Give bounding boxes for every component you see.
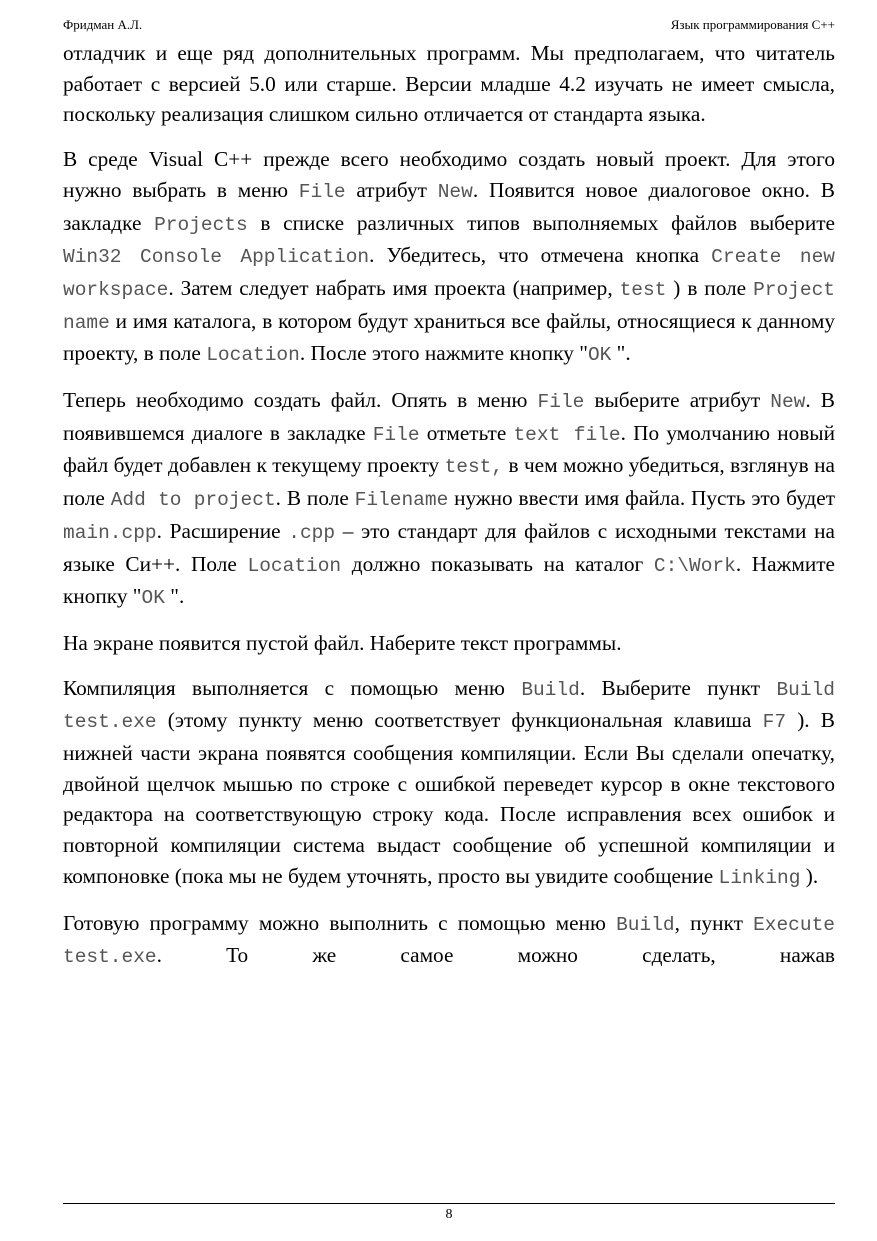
- text-run: и имя каталога, в котором будут храниться все файлы, относящиеся к данному проекту, в поле: [63, 308, 835, 366]
- code-term: main.cpp: [63, 521, 157, 544]
- paragraph: [63, 673, 835, 894]
- text-run: . То же самое можно сделать, нажав: [156, 943, 835, 968]
- code-term: OK: [141, 587, 165, 610]
- page-header: [63, 16, 835, 34]
- code-term: Build: [616, 913, 675, 936]
- text-run: . Затем следует набрать имя проекта (например,: [168, 275, 620, 300]
- text-run: Теперь необходимо создать файл. Опять в меню: [63, 388, 538, 413]
- text-run: . По умолчанию новый файл будет добавлен к текущему проекту: [63, 420, 836, 478]
- text-run: в списке различных типов выполняемых файлов выберите: [247, 210, 835, 235]
- text-run: должно показывать на каталог: [341, 551, 654, 576]
- text-run: ).: [800, 863, 819, 888]
- page-body: [63, 38, 835, 973]
- code-term: File: [537, 391, 585, 414]
- code-term: File: [372, 423, 420, 446]
- code-term: Build: [521, 678, 580, 701]
- code-term: Add to project: [110, 489, 276, 512]
- code-term: OK: [587, 344, 612, 367]
- code-term: F7: [762, 711, 787, 734]
- paragraph: [63, 38, 835, 130]
- text-run: . Расширение: [156, 518, 289, 543]
- code-term: File: [298, 180, 346, 203]
- text-run: нужно ввести имя файла. Пусть это будет: [448, 486, 836, 511]
- code-term: Create new workspace: [63, 246, 835, 301]
- text-run: . Выберите пункт: [579, 675, 777, 700]
- text-run: ".: [611, 341, 631, 366]
- text-run: ".: [164, 584, 185, 609]
- text-run: (этому пункту меню соответствует функциональная клавиша: [156, 708, 763, 733]
- text-run: ). В нижней части экрана появятся сообщения компиляции. Если Вы сделали опечатку, двойной щелчок мышью по строке с ошибкой переведет курсор в окне текстового редактора на соответствующую строку кода. После исправления всех ошибок и повторной компиляции система выдаст сообщение об успешной компиляции и компоновке (пока мы не будем уточнять, просто вы увидите сообщение: [63, 708, 835, 888]
- text-run: . В появившемся диалоге в закладке: [63, 388, 835, 445]
- header-author: Фридман А.Л.: [63, 17, 143, 32]
- text-run: – это стандарт для файлов с исходными текстами на языке Си++. Поле: [63, 518, 835, 576]
- text-run: На экране появится пустой файл. Наберите текст программы.: [63, 630, 622, 655]
- code-term: Projects: [154, 213, 248, 236]
- page-number: 8: [445, 1207, 453, 1222]
- code-term: Project name: [63, 278, 835, 334]
- text-run: . В поле: [275, 486, 355, 511]
- text-run: ) в поле: [666, 275, 754, 300]
- code-term: New: [770, 391, 806, 414]
- text-run: атрибут: [345, 177, 438, 202]
- code-term: test: [619, 278, 667, 301]
- paragraph: [63, 144, 835, 371]
- code-term: Build test.exe: [63, 678, 835, 734]
- text-run: Готовую программу можно выполнить с помощью меню: [63, 910, 617, 935]
- code-term: test,: [444, 456, 504, 479]
- paragraph: [63, 385, 835, 614]
- text-run: В среде Visual C++ прежде всего необходимо создать новый проект. Для этого нужно выбрать в меню: [63, 147, 835, 202]
- text-run: отладчик и еще ряд дополнительных программ. Мы предполагаем, что читатель работает с версией 5.0 или старше. Версии младше 4.2 изучать не имеет смысла, поскольку реализация слишком сильно отличается от стандарта языка.: [63, 41, 835, 127]
- header-book-title: Язык программирования C++: [670, 17, 835, 32]
- code-term: Win32 Console Application: [63, 246, 370, 269]
- paragraph: [63, 908, 835, 973]
- paragraph: [63, 628, 835, 659]
- text-run: . После этого нажмите кнопку ": [299, 341, 588, 366]
- code-term: Linking: [718, 866, 801, 889]
- text-run: . Нажмите кнопку ": [63, 551, 835, 609]
- code-term: .cpp: [288, 521, 336, 544]
- text-run: в чем можно убедиться, взглянув на поле: [63, 453, 835, 511]
- code-term: text file: [513, 423, 621, 446]
- code-term: C:\Work: [653, 554, 736, 577]
- code-term: Execute test.exe: [63, 913, 835, 969]
- text-run: выберите атрибут: [584, 388, 771, 413]
- text-run: , пункт: [674, 910, 754, 935]
- code-term: Location: [247, 554, 342, 577]
- text-run: Компиляция выполняется с помощью меню: [63, 675, 522, 700]
- text-run: . Убедитесь, что отмечена кнопка: [369, 243, 712, 268]
- code-term: Location: [206, 344, 300, 367]
- code-term: New: [437, 180, 473, 203]
- text-run: отметьте: [419, 420, 514, 445]
- code-term: Filename: [354, 489, 449, 512]
- footer-divider: [63, 1203, 835, 1204]
- text-run: . Появится новое диалоговое окно. В закладке: [63, 177, 835, 235]
